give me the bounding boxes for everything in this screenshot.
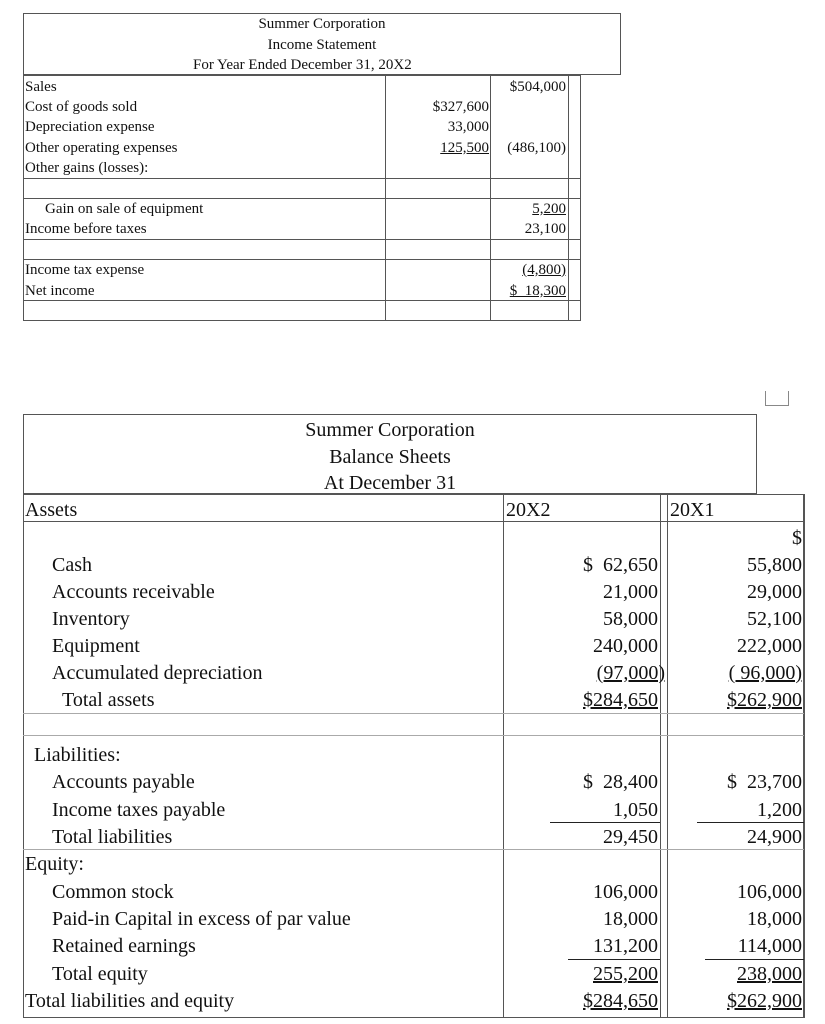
asset-value-20x1: 29,000 bbox=[747, 581, 802, 603]
liability-value-20x1: 1,200 bbox=[757, 799, 802, 821]
is-row-label: Cost of goods sold bbox=[25, 99, 138, 115]
liability-value-20x1: $ 23,700 bbox=[727, 771, 802, 793]
liability-value-20x2: 1,050 bbox=[613, 799, 658, 821]
is-row-label: Net income bbox=[25, 283, 95, 299]
total-liabilities-20x1: 24,900 bbox=[747, 826, 802, 848]
asset-value-20x1: ( 96,000) bbox=[728, 662, 802, 684]
asset-value-20x1: 222,000 bbox=[737, 635, 802, 657]
is-row-label: Income tax expense bbox=[25, 262, 145, 278]
equity-value-20x1: 18,000 bbox=[747, 908, 802, 930]
balance-sheet-date: At December 31 bbox=[323, 472, 457, 494]
liabilities-header: Liabilities: bbox=[34, 744, 121, 766]
total-equity-label: Total equity bbox=[52, 963, 148, 985]
is-row-col2: $ 18,300 bbox=[509, 283, 566, 299]
total-assets-20x2: $284,650 bbox=[583, 689, 658, 711]
total-assets-20x1: $262,900 bbox=[727, 689, 802, 711]
is-row-col1: 125,500 bbox=[440, 140, 489, 156]
is-row-col1: $327,600 bbox=[432, 99, 489, 115]
equity-header: Equity: bbox=[25, 853, 84, 875]
total-equity-20x2: 255,200 bbox=[593, 963, 658, 985]
corner-mark bbox=[765, 391, 789, 406]
is-row-col2: (4,800) bbox=[522, 262, 566, 278]
total-liabilities-equity-20x1: $262,900 bbox=[727, 990, 802, 1012]
dollar-sign-20x1: $ bbox=[792, 527, 802, 549]
asset-label: Equipment bbox=[52, 635, 140, 657]
is-row-col2: 23,100 bbox=[524, 221, 566, 237]
asset-label: Accounts receivable bbox=[52, 581, 215, 603]
assets-header: Assets bbox=[25, 499, 78, 521]
balance-sheet-title: Summer Corporation bbox=[305, 419, 475, 441]
total-equity-20x1: 238,000 bbox=[737, 963, 802, 985]
equity-value-20x1: 106,000 bbox=[737, 881, 802, 903]
equity-label: Paid-in Capital in excess of par value bbox=[52, 908, 351, 930]
total-liabilities-equity-20x2: $284,650 bbox=[583, 990, 658, 1012]
asset-value-20x2: (97,000) bbox=[596, 662, 665, 684]
equity-value-20x1: 114,000 bbox=[737, 935, 802, 957]
asset-label: Cash bbox=[52, 554, 92, 576]
is-row-col2: (486,100) bbox=[507, 140, 566, 156]
total-liabilities-20x2: 29,450 bbox=[603, 826, 658, 848]
balance-sheet-subtitle: Balance Sheets bbox=[329, 446, 451, 468]
asset-value-20x1: 52,100 bbox=[747, 608, 802, 630]
equity-label: Retained earnings bbox=[52, 935, 196, 957]
total-liabilities-equity-label: Total liabilities and equity bbox=[25, 990, 235, 1012]
total-assets-label: Total assets bbox=[62, 689, 155, 711]
column-header-20x1: 20X1 bbox=[670, 499, 715, 521]
is-row-label: Depreciation expense bbox=[25, 119, 155, 135]
equity-value-20x2: 18,000 bbox=[603, 908, 658, 930]
asset-label: Accumulated depreciation bbox=[52, 662, 263, 684]
income-statement-subtitle: Income Statement bbox=[267, 37, 377, 53]
equity-value-20x2: 131,200 bbox=[593, 935, 658, 957]
income-statement-period: For Year Ended December 31, 20X2 bbox=[193, 57, 412, 73]
income-statement-title: Summer Corporation bbox=[258, 16, 386, 32]
liability-value-20x2: $ 28,400 bbox=[583, 771, 658, 793]
asset-value-20x2: 58,000 bbox=[603, 608, 658, 630]
is-row-col2: $504,000 bbox=[509, 79, 566, 95]
is-row-label: Other gains (losses): bbox=[25, 160, 149, 176]
liability-label: Accounts payable bbox=[52, 771, 195, 793]
is-row-label: Sales bbox=[25, 79, 57, 95]
equity-label: Common stock bbox=[52, 881, 174, 903]
liability-label: Income taxes payable bbox=[52, 799, 226, 821]
is-row-label: Other operating expenses bbox=[25, 140, 178, 156]
asset-value-20x2: 240,000 bbox=[593, 635, 658, 657]
is-row-label: Income before taxes bbox=[25, 221, 147, 237]
is-row-col2: 5,200 bbox=[532, 201, 566, 217]
asset-value-20x2: $ 62,650 bbox=[583, 554, 658, 576]
asset-value-20x1: 55,800 bbox=[747, 554, 802, 576]
is-row-label: Gain on sale of equipment bbox=[45, 201, 204, 217]
asset-label: Inventory bbox=[52, 608, 130, 630]
total-liabilities-label: Total liabilities bbox=[52, 826, 173, 848]
asset-value-20x2: 21,000 bbox=[603, 581, 658, 603]
is-row-col1: 33,000 bbox=[447, 119, 489, 135]
column-header-20x2: 20X2 bbox=[506, 499, 551, 521]
equity-value-20x2: 106,000 bbox=[593, 881, 658, 903]
